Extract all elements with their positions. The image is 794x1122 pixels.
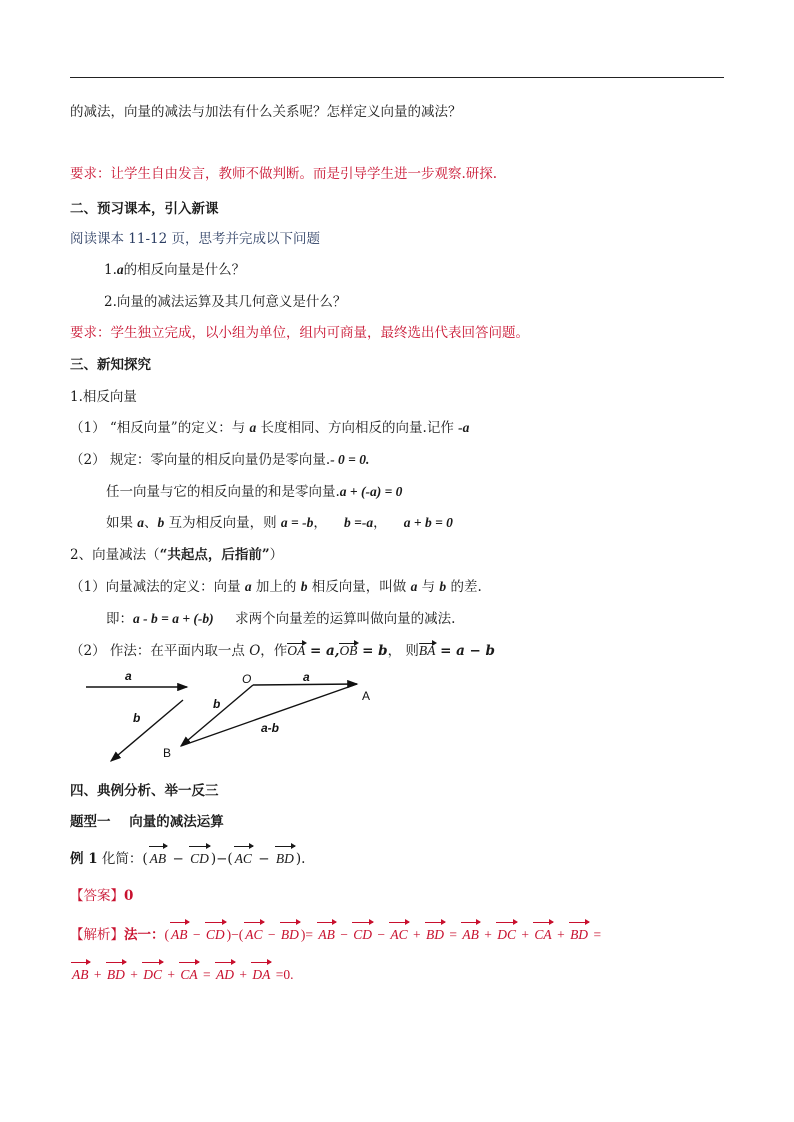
sub2-suffix: ） [269,547,284,563]
def2-text: 规定：零向量的相反向量仍是零向量. [105,452,331,468]
mutual-a: a [137,515,145,530]
vector-AB: AB [72,967,89,982]
q1-text: 的相反向量是什么？ [123,262,246,278]
vec-CD: CD [190,851,209,866]
subsection-opposite-vector: 1.相反向量 [70,389,137,405]
subdef-label: （1） [70,579,106,595]
answer-value: 0 [124,888,134,904]
sub2-prefix: 2、向量减法（ [70,547,160,563]
vector-BD: BD [280,927,299,942]
label-A: A [362,689,371,703]
op: − [168,851,189,867]
problem-type-1: 题型一 向量的减法运算 [70,814,224,830]
mutual-text2: 互为相反向量，则 [164,515,281,531]
operator: = [446,927,461,942]
mutual-text1: 如果 [106,515,138,531]
def1-label: （1） [70,420,106,436]
section-3-heading: 三、新知探究 [70,357,151,373]
vector-CA: CA [534,927,552,942]
subdef-text4: 与 [417,579,440,595]
formula-math: a - b = a + (-b) [133,611,214,626]
def2-label: （2） [70,452,106,468]
vec-AC: AC [234,851,252,866]
vec-AB: AB [149,851,167,866]
subdef-text1: 向量减法的定义：向量 [105,579,245,595]
analysis-line-1 [70,926,601,944]
def1-neg: -a [458,420,470,435]
section-2-instruction: 阅读课本 11-12 页，思考并完成以下问题 [70,231,321,247]
def1-text1: “相反向量”的定义：与 [105,420,250,436]
section-4-heading: 四、典例分析、举一反三 [70,783,219,799]
op: ). [295,851,306,867]
example-1 [70,850,305,868]
operator: ( [164,927,169,942]
label-b: b [213,697,221,711]
vector-AC: AC [245,927,263,942]
operator: = [590,927,602,942]
vector-CA: CA [180,967,198,982]
answer-label: 【答案】 [70,888,124,904]
operator: − [374,927,389,942]
construct-text2: ，作 [260,643,288,659]
q1-prefix: 1. [104,262,117,278]
formula-text: 求两个向量差的运算叫做向量的减法. [235,611,456,627]
analysis-label: 【解析】 [70,927,124,942]
analysis-line-2 [70,966,294,984]
subdef-b2: b [439,579,447,594]
sub2-bold: “共起点，后指前” [159,547,270,563]
construct-text3: ， 则 [387,643,419,659]
operator: − [189,927,204,942]
operator: + [518,927,533,942]
q1-var: a [116,262,124,277]
label-a-minus-b: a-b [261,721,279,735]
vector-OB: OB [339,643,358,658]
subdef-a: a [244,579,252,594]
construct-text: 作法：在平面内取一点 [105,643,250,659]
operator: − [264,927,279,942]
formula-prefix: 即： [106,611,133,627]
operator: + [90,967,105,982]
subdef-text2: 加上的 [251,579,301,595]
label-a-left: a [125,669,132,683]
construct-eq3: = a − b [435,643,496,659]
vector-OA-arrow [253,684,357,685]
def1-var: a [249,420,257,435]
mutual-m2: b =-a [344,515,374,530]
vector-AB: AB [318,927,335,942]
example-text: 化简：( [97,851,148,867]
vector-BD: BD [106,967,125,982]
example-label: 例 1 [70,851,98,867]
vector-OA: OA [287,643,306,658]
requirement-2: 要求：学生独立完成，以小组为单位，组内可商量，最终选出代表回答问题。 [70,325,529,341]
vec-BD: BD [275,851,294,866]
section-2-heading: 二、预习课本，引入新课 [70,201,219,217]
construct-eq2: = b [357,643,388,659]
operator: + [126,967,142,982]
operator: + [236,967,251,982]
op: − [253,851,274,867]
subdef-text3: 相反向量，叫做 [307,579,411,595]
vector-CD: CD [205,927,225,942]
subdef-b: b [300,579,308,594]
vector-AB: AB [171,927,188,942]
requirement-1: 要求：让学生自由发言，教师不做判断。而是引导学生进一步观察.研探. [70,166,498,182]
sum-text: 任一向量与它的相反向量的和是零向量. [106,484,340,500]
label-B: B [163,746,172,760]
operator: + [480,927,496,942]
vector-AB: AB [462,927,479,942]
def1-text2: 长度相同、方向相反的向量.记作 [256,420,459,436]
analysis-method: 法一： [124,927,165,942]
mutual-b: b [157,515,165,530]
operator: )= [300,927,317,942]
vector-OB-arrow [181,685,253,746]
operator: )−( [226,927,244,942]
vector-DC: DC [143,967,163,982]
operator: + [409,927,425,942]
label-O: O [242,672,252,686]
construct-eq1: = a, [305,643,340,659]
subdef-text5: 的差. [446,579,482,595]
label-b-left: b [133,711,141,725]
vector-BA-arrow [181,684,357,746]
mutual-m1: a = -b [280,515,314,530]
construct-O: O [249,643,261,659]
operator: + [553,927,569,942]
operator: = [199,967,215,982]
operator: =0. [272,967,294,982]
vector-AD: AD [216,967,235,982]
subdef-a2: a [410,579,418,594]
vector-BD: BD [426,927,445,942]
vector-BD: BD [570,927,589,942]
def2-math: - 0 = 0. [330,452,370,467]
mutual-sep: 、 [144,515,158,531]
question-2: 2.向量的减法运算及其几何意义是什么？ [104,294,347,310]
construct-label: （2） [70,643,106,659]
label-a: a [303,670,310,684]
vector-BA: BA [418,643,436,658]
mutual-rule: 如果 a、b 互为相反向量，则 a = -b， b =-a， a + b = 0 [106,515,453,531]
vector-DA: DA [252,967,271,982]
vector-CD: CD [353,927,373,942]
vector-b-arrow [111,700,183,761]
intro-continuation: 的减法，向量的减法与加法有什么关系呢？怎样定义向量的减法？ [70,104,462,120]
sum-math: a + (-a) = 0 [339,484,403,499]
mutual-m3: a + b = 0 [403,515,453,530]
answer [70,887,133,905]
analysis-expr-2 [70,967,294,982]
operator: + [164,967,179,982]
analysis-expr-1 [165,927,602,942]
vector-AC: AC [390,927,408,942]
operator: − [336,927,352,942]
vector-DC: DC [497,927,517,942]
op: )−( [210,851,233,867]
